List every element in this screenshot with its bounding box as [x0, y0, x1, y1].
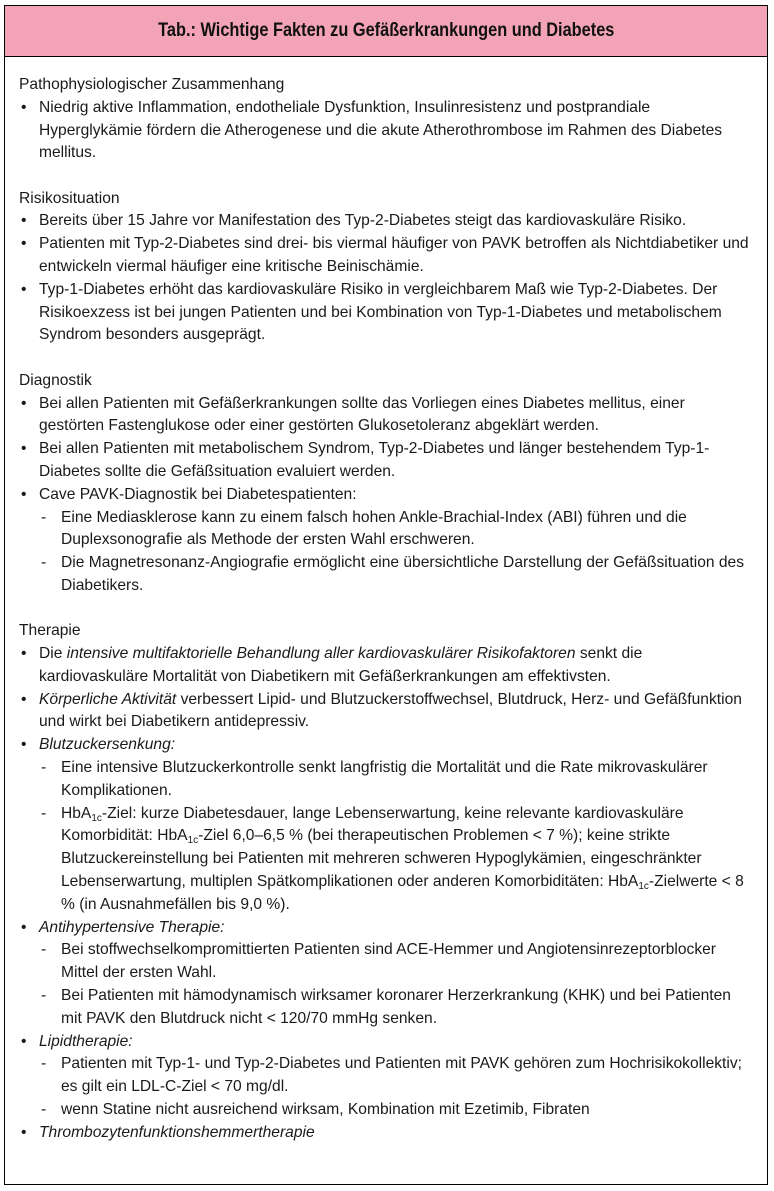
sub-list-item: - Patienten mit Typ-1- und Typ-2-Diabetes und Patienten mit PAVK gehören zum Hochrisikokollektiv; es gilt ein LDL-C-Ziel < 70 mg/dl. [41, 1055, 742, 1096]
list-item: • Bereits über 15 Jahre vor Manifestation des Typ-2-Diabetes steigt das kardiovaskuläre Risiko. [21, 212, 687, 230]
list-item: • Thrombozytenfunktionshemmertherapie [21, 1123, 315, 1141]
section-heading: Diagnostik [19, 371, 92, 389]
list-item: • Bei allen Patienten mit metabolischem Syndrom, Typ-2-Diabetes und länger bestehendem Typ-1-Diabetes sollte die Gefäßsituation evaluiert werden. [21, 440, 710, 480]
section-heading: Therapie [19, 622, 81, 640]
sub-list-item: - Die Magnetresonanz-Angiografie ermöglicht eine übersichtliche Darstellung der Gefäßsituation des Diabetikers. [41, 554, 745, 594]
table-header [5, 6, 767, 57]
list-item: • Blutzuckersenkung: [21, 736, 176, 754]
table-body [5, 57, 767, 1145]
list-item: • Typ-1-Diabetes erhöht das kardiovaskuläre Risiko in vergleichbarem Maß wie Typ-2-Diabetes. Der Risikoexzess ist bei jungen Patienten und bei Kombination von Typ-1-Diabetes und metabolischem Syndrom besonders ausgeprägt. [21, 280, 722, 344]
sub-list-item: - Eine Mediasklerose kann zu einem falsch hohen Ankle-Brachial-Index (ABI) führen und die Duplexsonografie als Methode der ersten Wahl erschweren. [41, 508, 687, 549]
list-item: • Antihypertensive Therapie: [21, 918, 225, 936]
section-risk [19, 188, 753, 348]
section-diagnostics [19, 370, 753, 598]
section-heading: Risikosituation [19, 189, 120, 207]
list-item: • Die intensive multifaktorielle Behandlung aller kardiovaskulärer Risikofaktoren senkt die kardiovaskuläre Mortalität von Diabetikern mit Gefäßerkrankungen am effektivsten. [21, 645, 643, 685]
list-item: • Patienten mit Typ-2-Diabetes sind drei- bis viermal häufiger von PAVK betroffen als Nichtdiabetiker und entwickeln viermal häufiger eine kritische Beinischämie. [21, 235, 749, 276]
list-item: • Körperliche Aktivität verbessert Lipid- und Blutzuckerstoffwechsel, Blutdruck, Herz- und Gefäßfunktion und wirkt bei Diabetikern antidepressiv. [21, 690, 742, 731]
sub-list-item: - HbA$_{1c}$-Ziel: kurze Diabetesdauer, lange Lebenserwartung, keine relevante kardiovaskuläre Komorbidität: HbA$_{1c}$-Ziel 6,0–6,5 % (bei therapeutischen Problemen < 7 %); keine strikte Blutzuckereinstellung bei Patienten mit mehreren schweren Hypoglykämien, eingeschränkter Lebenserwartung, multiplen Spätkomplikationen oder anderen Komorbiditäten: HbA$_{1c}$-Zielwerte < 8 % (in Ausnahmefällen bis 9,0 %). [41, 804, 744, 913]
fact-table [4, 5, 768, 1185]
list-item: • Niedrig aktive Inflammation, endotheliale Dysfunktion, Insulinresistenz und postprandiale Hyperglykämie fördern die Atherogenese und die akute Atherothrombose im Rahmen des Diabetes mellitus. [21, 98, 723, 162]
list-item: • Bei allen Patienten mit Gefäßerkrankungen sollte das Vorliegen eines Diabetes mellitus, einer gestörten Fastenglukose oder einer gestörten Glukosetoleranz abgeklärt werden. [21, 394, 685, 435]
sub-list-item: - Eine intensive Blutzuckerkontrolle senkt langfristig die Mortalität und die Rate mikrovaskulärer Komplikationen. [41, 759, 708, 799]
sub-list-item: - Bei stoffwechselkompromittierten Patienten sind ACE-Hemmer und Angiotensinrezeptorblocker Mittel der ersten Wahl. [41, 941, 716, 982]
section-therapy [19, 620, 753, 1144]
list-item: • Lipidtherapie: [21, 1032, 133, 1050]
sub-list-item: - wenn Statine nicht ausreichend wirksam, Kombination mit Ezetimib, Fibraten [41, 1100, 590, 1118]
sub-list-item: - Bei Patienten mit hämodynamisch wirksamer koronarer Herzerkrankung (KHK) und bei Patienten mit PAVK den Blutdruck nicht < 120/70 mmHg senken. [41, 986, 731, 1027]
section-heading: Pathophysiologischer Zusammenhang [19, 76, 285, 93]
section-pathophysiology [19, 74, 753, 165]
table-title: Tab.: Wichtige Fakten zu Gefäßerkrankungen und Diabetes [157, 20, 615, 41]
list-item: • Cave PAVK-Diagnostik bei Diabetespatienten: [21, 485, 357, 503]
